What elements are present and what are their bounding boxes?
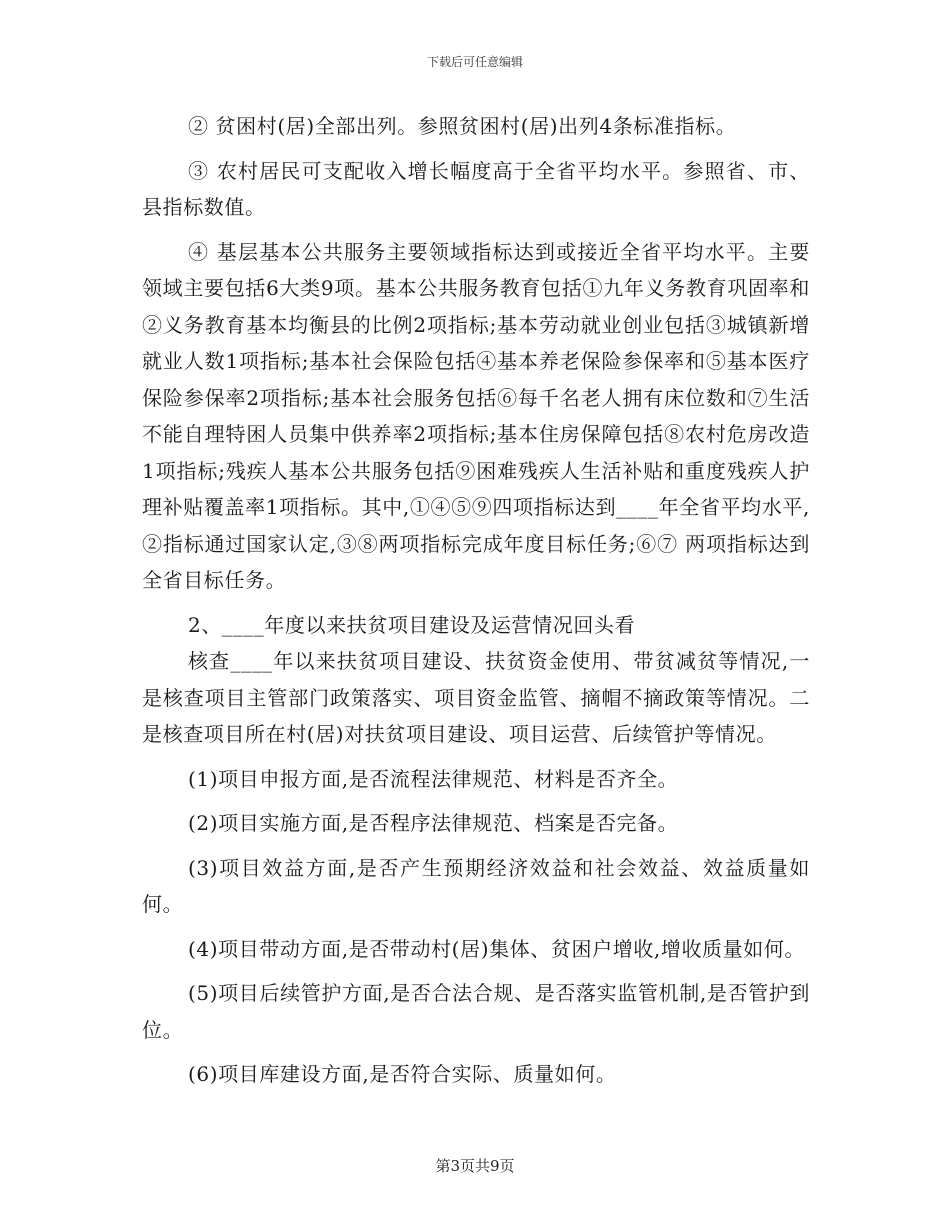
list-item-1: (1)项目申报方面,是否流程法律规范、材料是否齐全。 xyxy=(188,766,679,791)
list-item-5: (5)项目后续管护方面,是否合法合规、是否落实监管机制,是否管护到位。 xyxy=(142,981,810,1042)
paragraph-review-scope: 核查____年以来扶贫项目建设、扶贫资金使用、带贫减贫等情况,一是核查项目主管部门政策落实、项目资金监管、摘帽不摘政策等情况。二是核查项目所在村(居)对扶贫项目建设、项目运营、后续管护等情况。 xyxy=(142,649,810,746)
list-item-3: (3)项目效益方面,是否产生预期经济效益和社会效益、效益质量如何。 xyxy=(142,855,810,916)
list-item-4: (4)项目带动方面,是否带动村(居)集体、贫困户增收,增收质量如何。 xyxy=(188,936,806,961)
list-item-2: (2)项目实施方面,是否程序法律规范、档案是否完备。 xyxy=(188,811,679,835)
paragraph-indicator-3: ③ 农村居民可支配收入增长幅度高于全省平均水平。参照省、市、县指标数值。 xyxy=(142,158,810,219)
header-note: 下载后可任意编辑 xyxy=(426,55,523,69)
paragraph-indicator-4: ④ 基层基本公共服务主要领域指标达到或接近全省平均水平。主要领域主要包括6大类9项。基本公共服务教育包括①九年义务教育巩固率和②义务教育基本均衡县的比例2项指标;基本劳动就业创业包括③城镇新增就业人数1项指标;基本社会保险包括④基本养老保险参保率和⑤基本医疗保险参保率2项指标;基本社会服务包括⑥每千名老人拥有床位数和⑦生活不能自理特困人员集中供养率2项指标;基本住房保障包括⑧农村危房改造1项指标;残疾人基本公共服务包括⑨困难残疾人生活补贴和重度残疾人护理补贴覆盖率1项指标。其中,①④⑤⑨四项指标达到____年全省平均水平,②指标通过国家认定,③⑧两项指标完成年度目标任务;⑥⑦ 两项指标达到全省目标任务。 xyxy=(142,239,810,592)
section-heading-2: 2、____年度以来扶贫项目建设及运营情况回头看 xyxy=(188,612,636,637)
page-number: 第3页共9页 xyxy=(435,1157,515,1175)
list-item-6: (6)项目库建设方面,是否符合实际、质量如何。 xyxy=(188,1062,617,1086)
document-body xyxy=(142,108,810,1093)
paragraph-indicator-2: ② 贫困村(居)全部出列。参照贫困村(居)出列4条标准指标。 xyxy=(188,114,737,138)
